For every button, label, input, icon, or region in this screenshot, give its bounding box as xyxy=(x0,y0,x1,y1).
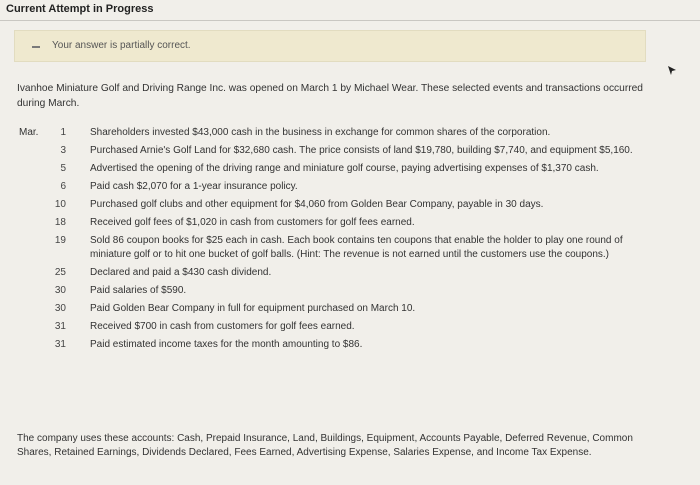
problem-intro: Ivanhoe Miniature Golf and Driving Range Inc. was opened on March 1 by Michael Wear. These selected events and transactions occurred during March. xyxy=(17,83,643,109)
event-description: Purchased golf clubs and other equipment for $4,060 from Golden Bear Company, payable in 30 days. xyxy=(90,199,544,210)
event-day: 31 xyxy=(54,339,66,350)
status-message: Your answer is partially correct. xyxy=(52,40,191,51)
event-row xyxy=(19,126,659,140)
events-list xyxy=(19,126,659,356)
event-row xyxy=(19,302,659,316)
minus-icon xyxy=(32,46,40,48)
event-row xyxy=(19,198,659,212)
event-day: 19 xyxy=(54,235,66,246)
event-description: Shareholders invested $43,000 cash in the business in exchange for common shares of the corporation. xyxy=(90,127,551,138)
event-row xyxy=(19,144,659,158)
event-day: 5 xyxy=(60,163,66,174)
status-banner xyxy=(14,30,646,62)
month-label: Mar. xyxy=(19,127,39,138)
mouse-cursor-icon xyxy=(666,64,678,76)
event-day: 31 xyxy=(54,321,66,332)
event-description: Sold 86 coupon books for $25 each in cash. Each book contains ten coupons that enable the holder to play one round of miniature golf or to hit one bucket of golf balls. (Hint: The revenue is not earned until the customers use the coupons.) xyxy=(90,235,623,260)
event-description: Purchased Arnie's Golf Land for $32,680 cash. The price consists of land $19,780, building $7,740, and equipment $5,160. xyxy=(90,145,633,156)
event-row xyxy=(19,284,659,298)
event-day: 6 xyxy=(60,181,66,192)
event-row xyxy=(19,216,659,230)
event-day: 18 xyxy=(54,217,66,228)
event-day: 10 xyxy=(54,199,66,210)
event-description: Advertised the opening of the driving range and miniature golf course, paying advertising expenses of $1,370 cash. xyxy=(90,163,599,174)
event-row xyxy=(19,320,659,334)
event-row xyxy=(19,180,659,194)
event-day: 1 xyxy=(60,127,66,138)
event-description: Received $700 in cash from customers for golf fees earned. xyxy=(90,321,355,332)
event-description: Paid Golden Bear Company in full for equipment purchased on March 10. xyxy=(90,303,416,314)
event-description: Paid estimated income taxes for the month amounting to $86. xyxy=(90,339,363,350)
page-title: Current Attempt in Progress xyxy=(6,3,154,15)
event-day: 3 xyxy=(60,145,66,156)
accounts-description: The company uses these accounts: Cash, Prepaid Insurance, Land, Buildings, Equipment, Accounts Payable, Deferred Revenue, Common Shares, Retained Earnings, Dividends Declared, Fees Earned, Advertising Expense, Salaries Expense, and Income Tax Expense. xyxy=(17,433,633,458)
event-day: 25 xyxy=(54,267,66,278)
event-description: Paid salaries of $590. xyxy=(90,285,187,296)
event-day: 30 xyxy=(54,285,66,296)
event-description: Received golf fees of $1,020 in cash from customers for golf fees earned. xyxy=(90,217,415,228)
event-description: Paid cash $2,070 for a 1-year insurance policy. xyxy=(90,181,298,192)
event-row xyxy=(19,338,659,352)
event-row xyxy=(19,162,659,176)
event-day: 30 xyxy=(54,303,66,314)
event-description: Declared and paid a $430 cash dividend. xyxy=(90,267,272,278)
event-row xyxy=(19,266,659,280)
divider xyxy=(0,20,700,21)
event-row xyxy=(19,234,659,262)
